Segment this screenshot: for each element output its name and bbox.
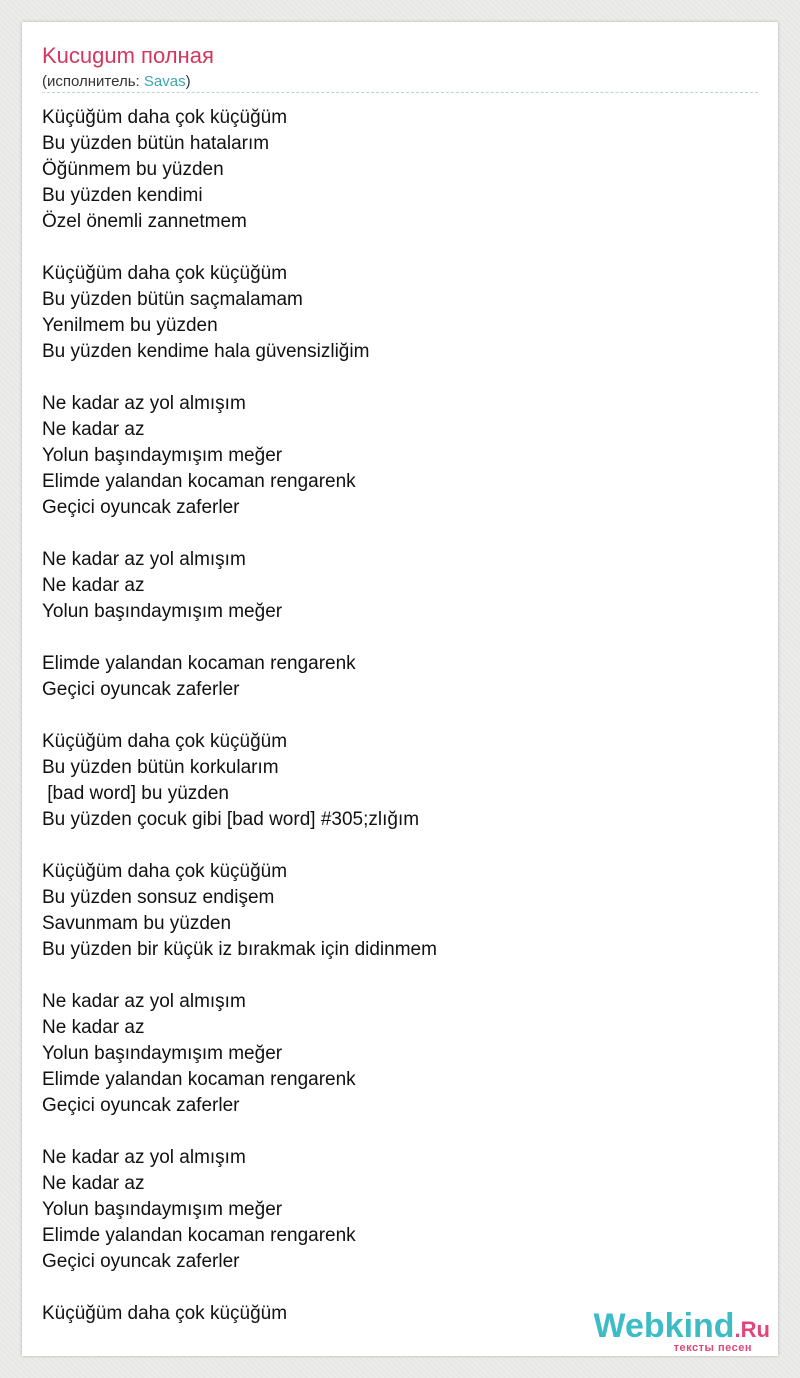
lyrics-text: Küçüğüm daha çok küçüğüm Bu yüzden bütün hatalarım Öğünmem bu yüzden Bu yüzden kendimi Özel önemli zannetmem Küçüğüm daha çok küçüğüm Bu yüzden bütün saçmalamam Yenilmem bu yüzden Bu yüzden kendime hala güvensizliğim Ne kadar az yol almışım Ne kadar az Yolun başındaymışım meğer Elimde yalandan kocaman rengarenk Geçici oyuncak zaferler Ne kadar az yol almışım Ne kadar az Yolun başındaymışım meğer Elimde yalandan kocaman rengarenk Geçici oyuncak zaferler Küçüğüm daha çok küçüğüm Bu yüzden bütün korkularım [bad word] bu yüzden Bu yüzden çocuk gibi [bad word] #305;zlığım Küçüğüm daha çok küçüğüm Bu yüzden sonsuz endişem Savunmam bu yüzden Bu yüzden bir küçük iz bırakmak için didinmem Ne kadar az yol almışım Ne kadar az Yolun başındaymışım meğer Elimde yalandan kocaman rengarenk Geçici oyuncak zaferler Ne kadar az yol almışım Ne kadar az Yolun başındaymışım meğer Elimde yalandan kocaman rengarenk Geçici oyuncak zaferler Küçüğüm daha çok küçüğüm (42, 107, 437, 1324)
logo-tagline: тексты песен (673, 1342, 752, 1354)
artist-line (42, 73, 191, 91)
site-logo[interactable] (594, 1308, 771, 1354)
title-divider (42, 92, 758, 93)
artist-suffix: ) (185, 73, 191, 90)
logo-suffix: .Ru (734, 1317, 770, 1342)
logo-name: Webkind (593, 1307, 735, 1345)
lyrics-card (22, 22, 778, 1356)
artist-link[interactable]: Savas (143, 73, 186, 90)
artist-prefix: (исполнитель: (42, 73, 144, 90)
song-title: Kucugum полная (42, 43, 214, 68)
